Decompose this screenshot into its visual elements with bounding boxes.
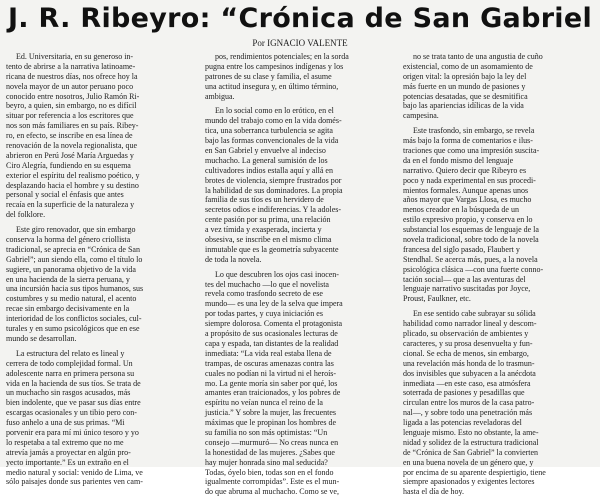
text-line: La estructura del relato es lineal y (16, 348, 125, 358)
text-line: inmutable que es la geometría subyacente (205, 244, 339, 254)
text-line: cuales no podían ni la virtud ni el heroís- (205, 368, 337, 378)
text-line: patrones de su clase y familia, el asume (205, 71, 332, 81)
text-line: una revelación más honda de lo trasmun- (403, 358, 535, 368)
text-line: por encima de su aparente despiertigio, tiene (403, 467, 546, 477)
text-line: menos creador en la búsqueda de un (403, 205, 519, 215)
text-line: Este giro renovador, que sin embargo (16, 225, 136, 235)
text-line: cional. Se echa de menos, sin embargo, (403, 348, 529, 358)
text-line: inmediata —en este caso, esa atmósfera (403, 378, 531, 388)
text-line: renovación de la novela regionalista, que (6, 141, 138, 151)
text-line: existencial, como de un asomamiento de (403, 61, 533, 71)
text-line: interioridad de los conflictos sociales, cul- (6, 314, 142, 324)
text-line: cultivadores indios estalla aquí y allá en (205, 165, 333, 175)
text-line: Lo que descubren los ojos casi inocen- (215, 269, 339, 279)
text-line: yecto importante.” Es un extraño en el (6, 457, 129, 467)
text-line: la habilidad de sus dominadores. La propia (205, 185, 343, 195)
text-line: psicológica clásica —con una fuerte conno- (403, 264, 544, 274)
text-line: capa y espada, tan distantes de la realidad (205, 338, 339, 348)
text-line: tes del muchacho —lo que el novelista (205, 279, 329, 289)
text-line: ligada a las potencias reveladoras del (403, 418, 522, 428)
text-line: en San Gabriel y envuelve al indeciso (205, 146, 326, 156)
text-line: espíritu no veían nunca el reino de la (205, 398, 323, 408)
text-line: cente pasión por su prima, una relación (205, 215, 331, 225)
text-line: traciones que como una impresión suscita- (403, 146, 540, 156)
text-line: su familia no son más optimistas: “Un (205, 427, 328, 437)
text-line: en una buena novela de un género que, y (403, 457, 534, 467)
text-line: caracteres, y su prosa desenvuelta y fun- (403, 338, 533, 348)
text-line: mundo— es una ley de la selva que impera (205, 299, 343, 309)
text-line: Este trasfondo, sin embargo, se revela (413, 126, 535, 136)
text-line: personal y social el énfasis que antes (6, 190, 124, 200)
text-line: siempre apasionados y exigentes lectores (403, 477, 535, 487)
text-line: escargas ocasionales y un tibio pero con- (6, 408, 137, 418)
text-line: tento de abrirse a la narrativa latinoame- (6, 61, 136, 71)
text-line: potencias desatadas, que se desmitifica (403, 91, 528, 101)
text-line: adolescente narra en primera persona su (6, 368, 135, 378)
text-line: tación social— que a las aventuras del (403, 274, 526, 284)
text-line: inmediata: “La vida real estaba llena de (205, 348, 332, 358)
text-line: desplazando hacia el hombre y su destino (6, 180, 139, 190)
text-column-2 (205, 52, 395, 497)
text-line: a propósito de sus ocasionales lecturas de (205, 329, 338, 339)
text-line: obsesiva, se inscribe en el mismo clima (205, 235, 332, 245)
text-line: ambigua. (205, 91, 235, 101)
text-line: consejo —murmuró— No creas nunca en (205, 437, 339, 447)
text-line: exterior el espíritu del realismo poético, y (6, 170, 140, 180)
text-line: no se trata tanto de una angustia de cuño (413, 52, 543, 61)
text-line: una actitud insegura y, en último término, (205, 81, 339, 91)
text-line: situar por referencia a los escritores que (6, 111, 134, 121)
text-line: cerrera de todo complejidad formal. Un (6, 358, 133, 368)
text-line: campesina. (403, 111, 439, 121)
text-line: bajo las formas convencionales de la vida (205, 136, 339, 146)
text-line: recaía en la superficie de la naturaleza y (6, 200, 135, 210)
text-line: lenguaje narrativo suscitadas por Joyce, (403, 284, 531, 294)
text-line: pugna entre los campesinos indígenas y los (205, 61, 344, 71)
text-line: trampas, de oscuras amenazas contra las (205, 358, 334, 368)
text-line: pos, rendimientos potenciales; en la sorda (215, 52, 349, 61)
text-line: costumbres y su medio natural, el acento (6, 294, 137, 304)
text-line: tica, una soberranca turbulencia se agita (205, 126, 333, 136)
text-line: por todas partes, y cuya iniciación es (205, 309, 323, 319)
text-line: más fuerte en un mundo de pasiones y (403, 81, 526, 91)
text-line: revela como trasfondo secreto de ese (205, 289, 323, 299)
text-line: brotes de violencia, siempre frustrados por (205, 175, 342, 185)
text-line: una incursión hacia sus tipos humanos, sus (6, 284, 144, 294)
text-line: mientos formales. Aunque apenas unos (403, 185, 529, 195)
text-line: recae sin embargo decisivamente en la (6, 304, 130, 314)
text-line: Ciro Alegría, fundiendo en su esquema (6, 160, 131, 170)
text-line: atrevía jamás a proyectar en algún pro- (6, 447, 131, 457)
text-line: amantes eran traicionados, y los pobres de (205, 388, 341, 398)
text-line: medio natural y social: venido de Lima, ve (6, 467, 143, 477)
text-line: soterrada de pasiones y pesadillas que (403, 388, 525, 398)
text-line: conserva la horma del género criollista (6, 235, 131, 245)
text-line: lenguaje mismo. Esto no obstante, la ame- (403, 427, 539, 437)
text-line: origen vital: la opresión bajo la ley del (403, 71, 527, 81)
text-line: hay mujer honrada sino mal seducida? (205, 457, 328, 467)
text-line: En ese sentido cabe subrayar su sólida (413, 309, 536, 319)
text-line: del folklore. (6, 210, 46, 220)
text-line: dos invisibles que subyacen a la anécdota (403, 368, 536, 378)
text-line: siempre dolorosa. Comenta el protagonista (205, 319, 343, 329)
text-line: En lo social como en lo erótico, en el (215, 106, 334, 116)
text-line: Ed. Universitaria, en su generoso in- (16, 52, 134, 61)
text-column-3 (403, 52, 593, 497)
text-line: plicado, su observación de ambientes y (403, 329, 529, 339)
text-line: mundo se desarrollan. (6, 333, 77, 343)
text-line: beyro, a quien, sin embargo, no es difícil (6, 101, 137, 111)
article-byline: Por IGNACIO VALENTE (252, 38, 348, 48)
text-line: de “Crónica de San Gabriel” la convierten (403, 447, 539, 457)
text-line: un muchacho sin rasgos acusados, más (6, 388, 131, 398)
text-line: habilidad como narrador lineal y descom- (403, 319, 537, 329)
text-line: de toda la novela. (205, 254, 262, 264)
text-line: vida en la hacienda de sus tíos. Se trata de (6, 378, 141, 388)
text-line: en una hacienda de la sierra peruana, y (6, 274, 130, 284)
text-line: bien indolente, que ve pasar sus días entre (6, 398, 141, 408)
text-line: ricana de nuestros días, nos ofrece hoy la (6, 71, 138, 81)
text-column-1 (6, 52, 196, 487)
text-line: mo. La gente moría sin saber por qué, los (205, 378, 338, 388)
text-line: justicia.” Y sobre la mujer, las frecuentes (205, 408, 337, 418)
text-line: francesa del siglo pasado, Flaubert y (403, 244, 520, 254)
text-line: ro, en efecto, se inscribe en esa línea de (6, 131, 133, 141)
text-line: estilo expresivo propio, y conserva en lo (403, 215, 533, 225)
text-line: narrativo. Quiero decir que Ribeyro es (403, 165, 527, 175)
text-line: nidad y solidez de la estructura tradicional (403, 437, 539, 447)
text-line: poco y nada experimental en sus procedi- (403, 175, 536, 185)
text-line: turales y en sumo psicológicos que en ese (6, 324, 140, 334)
text-line: conocido entre nosotros, Julio Ramón Ri- (6, 91, 140, 101)
text-line: substancial los esquemas de lenguaje de la (403, 225, 539, 235)
article-title: J. R. Ribeyro: “Crónica de San Gabriel (7, 3, 593, 34)
text-line: lo respetaba a tal extremo que no me (6, 437, 124, 447)
text-line: máximas que le propinan los hombres de (205, 418, 337, 428)
text-line: abrieron en Perú José María Arguedas y (6, 150, 134, 160)
text-line: Proust, Faulkner, etc. (403, 294, 471, 304)
text-line: igualmente corrompidas”. Este es el mun- (205, 477, 340, 487)
text-line: bajo las apariencias idílicas de la vida (403, 101, 524, 111)
text-line: nos son más familiares en su país. Ribey- (6, 121, 139, 131)
text-line: a vez tímida y exasperada, incierta y (205, 225, 322, 235)
text-line: secretos odios e indiferencias. Y la adoles- (205, 205, 342, 215)
text-line: fuso anhelo a una de sus primas. “Mi (6, 418, 125, 428)
text-line: la honestidad de las mujeres. ¿Sabes que (205, 447, 335, 457)
text-line: mundo del trabajo como en la vida domés- (205, 116, 342, 126)
text-line: Gabriel”; aun siendo ella, como el título lo (6, 254, 143, 264)
text-line: novela tradicional, sobre todo de la novela (403, 235, 539, 245)
text-line: familia de sus tíos es un hervidero de (205, 195, 324, 205)
text-line: Stendhal. Se acerca más, pues, a la novela (403, 254, 538, 264)
text-line: hasta el día de hoy. (403, 487, 465, 497)
text-line: tradicional, se aprecia en “Crónica de San (6, 244, 140, 254)
text-line: años mayor que Vargas Llosa, es mucho (403, 195, 532, 205)
text-line: da en el fondo mismo del lenguaje (403, 155, 514, 165)
text-line: sólo paisajes donde sus parientes ven cam- (6, 477, 143, 487)
text-line: sugiere, un panorama objetivo de la vida (6, 264, 136, 274)
text-line: más bajo la forma de comentarios e ilus- (403, 136, 533, 146)
text-line: do que abruma al muchacho. Como se ve, (205, 487, 339, 497)
text-line: muchacho. La general sumisión de los (205, 155, 328, 165)
text-line: nal—, y sobre todo una penetración más (403, 408, 533, 418)
text-line: circulan entre los muros de la casa patro- (403, 398, 535, 408)
text-line: Todas, óyelo bien, todas son en el fondo (205, 467, 334, 477)
text-line: porvenir era para mí mi único tesoro y yo (6, 427, 139, 437)
text-line: novela mayor de un autor peruano poco (6, 81, 134, 91)
